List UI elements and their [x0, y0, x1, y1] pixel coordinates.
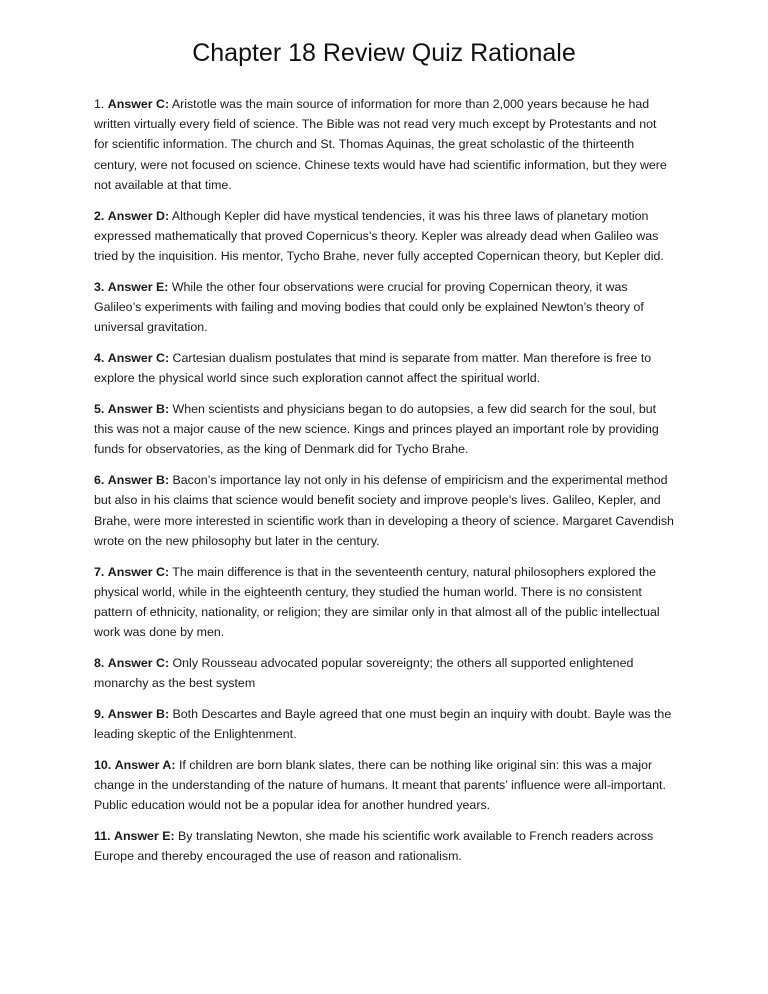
answer-text: When scientists and physicians began to do autopsies, a few did search for the soul, but this was not a major cause of the new science. Kings and princes played an important role by providing funds for observatories, as the king of Denmark did for Tycho Brahe.	[94, 402, 659, 457]
answer-text: Only Rousseau advocated popular sovereignty; the others all supported enlightened monarchy as the best system	[94, 656, 634, 691]
answer-label: Answer C:	[107, 351, 170, 366]
answer-label: Answer B:	[107, 402, 170, 417]
answer-text: The main difference is that in the seventeenth century, natural philosophers explored the physical world, while in the eighteenth century, they studied the human world. There is no consistent pattern of ethnicity, nationality, or religion; they are similar only in that almost all of the public intellectual work was done by men.	[94, 564, 660, 640]
answer-text: Cartesian dualism postulates that mind is separate from matter. Man therefore is free to explore the physical world since such exploration cannot affect the spiritual world.	[94, 351, 652, 386]
answer-number: 9.	[94, 707, 105, 722]
answer-number: 2.	[94, 208, 105, 223]
answer-number: 10.	[94, 758, 112, 773]
answer-item-5	[94, 399, 674, 460]
answer-list	[94, 94, 674, 867]
answer-item-8	[94, 653, 674, 693]
answer-item-6	[94, 470, 674, 551]
answer-label: Answer E:	[107, 279, 169, 294]
answer-item-9	[94, 704, 674, 744]
answer-label: Answer D:	[107, 208, 170, 223]
answer-text: Bacon’s importance lay not only in his defense of empiricism and the experimental method but also in his claims that science would benefit society and improve people’s lives. Galileo, Kepler, and Brahe, were more interested in scientific work than in developing a theory of science. Margaret Cavendish wrote on the new philosophy but later in the century.	[94, 473, 674, 548]
answer-item-4	[94, 348, 674, 388]
answer-label: Answer E:	[114, 829, 175, 844]
answer-item-2	[94, 206, 674, 267]
page-title: Chapter 18 Review Quiz Rationale	[192, 39, 576, 67]
answer-text: Although Kepler did have mystical tendencies, it was his three laws of planetary motion expressed mathematically that proved Copernicus’s theory. Kepler was already dead when Galileo was tried by the inquisition. His mentor, Tycho Brahe, never fully accepted Copernican theory, but Kepler did.	[94, 208, 664, 264]
answer-number: 1.	[94, 97, 105, 111]
answer-text: Both Descartes and Bayle agreed that one must begin an inquiry with doubt. Bayle was the leading skeptic of the Enlightenment.	[94, 707, 672, 742]
answer-text: Aristotle was the main source of information for more than 2,000 years because he had written virtually every field of science. The Bible was not read very much except by Protestants and not for scientific information. The church and St. Thomas Aquinas, the great scholastic of the thirteenth century, were not focused on science. Chinese texts would have had scientific information, but they were not available at that time.	[94, 97, 667, 192]
answer-label: Answer C:	[107, 564, 170, 579]
answer-item-7	[94, 562, 674, 643]
answer-number: 7.	[94, 564, 105, 579]
answer-text: By translating Newton, she made his scientific work available to French readers across Europe and thereby encouraged the use of reason and rationalism.	[94, 829, 654, 864]
answer-item-1	[94, 94, 674, 195]
answer-text: If children are born blank slates, there can be nothing like original sin: this was a major change in the understanding of the nature of humans. It meant that parents’ influence were all-important. Public education would not be a popular idea for another hundred years.	[94, 758, 666, 813]
answer-label: Answer A:	[114, 758, 176, 773]
answer-number: 8.	[94, 656, 105, 671]
answer-number: 4.	[94, 351, 105, 366]
answer-label: Answer C:	[107, 656, 170, 671]
answer-text: While the other four observations were crucial for proving Copernican theory, it was Galileo’s experiments with failing and moving bodies that could only be explained Newton’s theory of universal gravitation.	[94, 279, 644, 335]
answer-label: Answer B:	[107, 473, 170, 488]
answer-item-3	[94, 277, 674, 338]
answer-number: 5.	[94, 402, 105, 417]
answer-label: Answer C:	[107, 97, 170, 111]
answer-item-10	[94, 755, 674, 816]
answer-number: 6.	[94, 473, 105, 488]
answer-label: Answer B:	[107, 707, 170, 722]
answer-number: 11.	[94, 829, 111, 844]
answer-item-11	[94, 826, 674, 866]
answer-number: 3.	[94, 279, 105, 294]
